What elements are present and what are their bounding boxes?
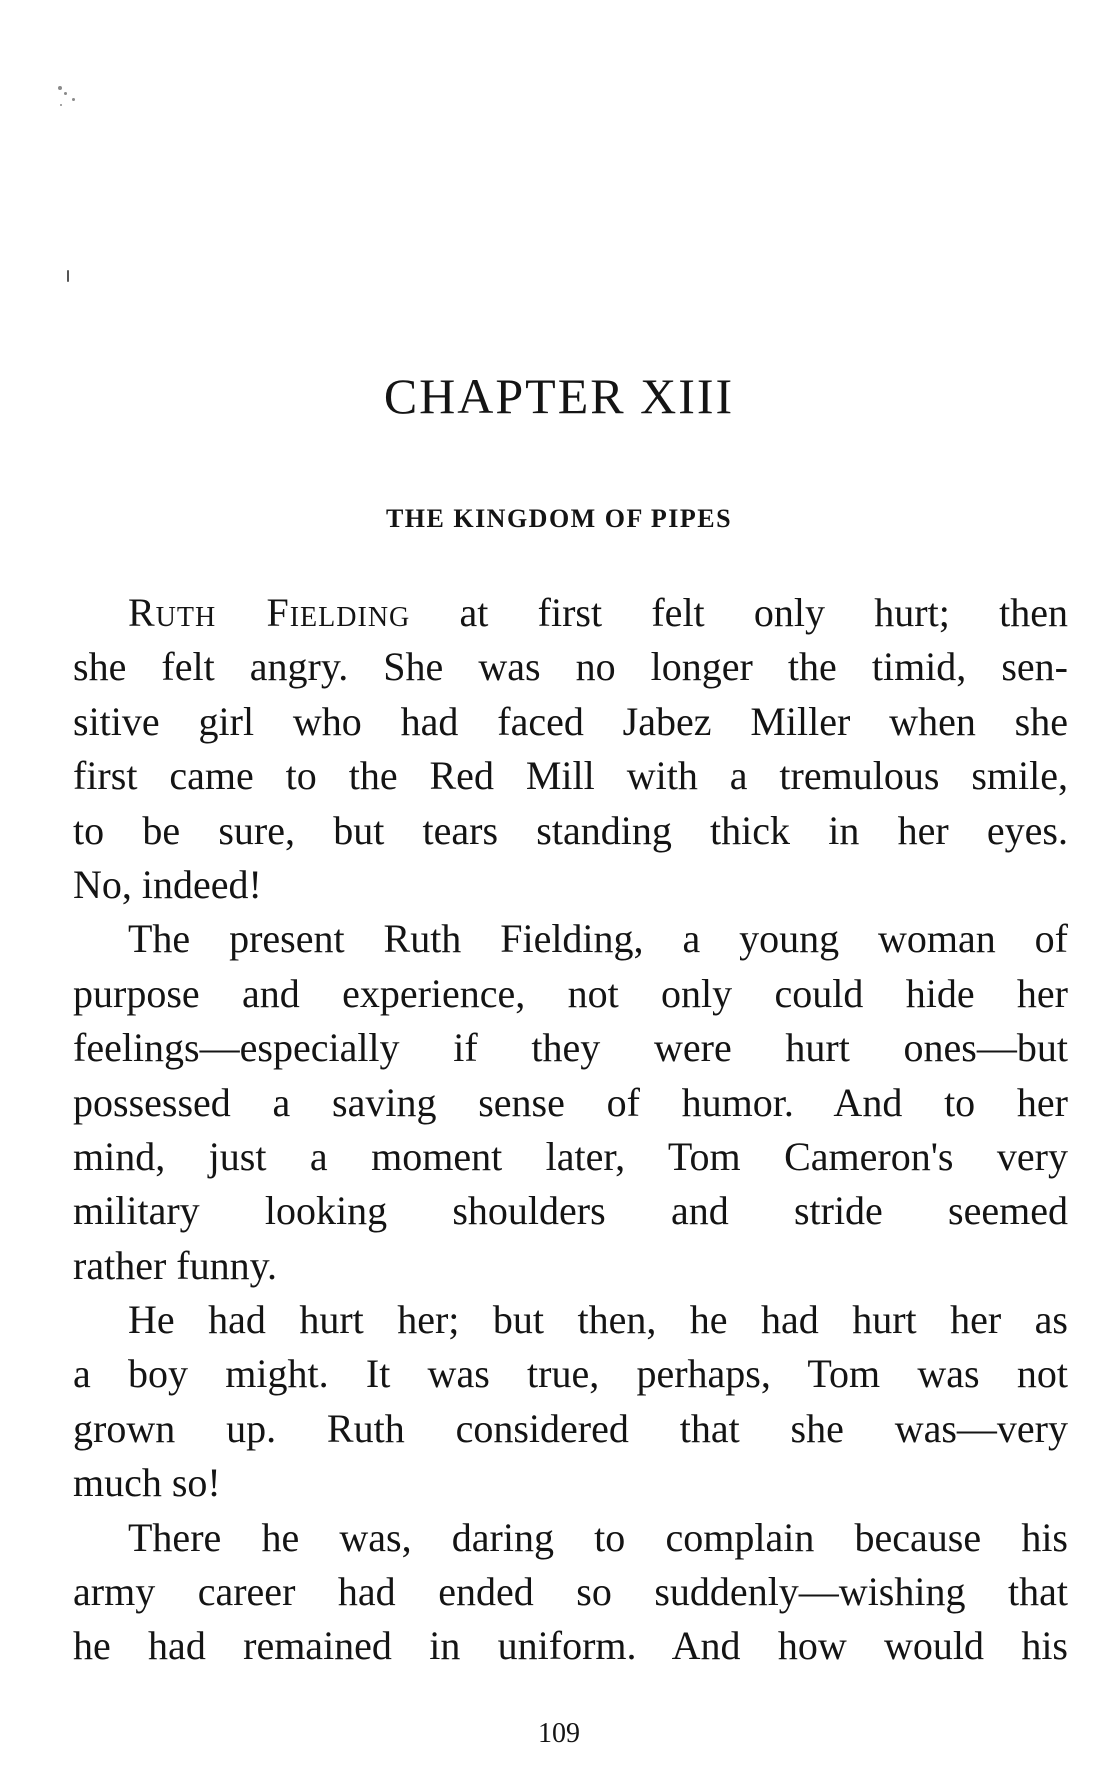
text-line: The present Ruth Fielding, a young woman of [128, 916, 1068, 962]
paragraph [73, 1293, 1068, 1511]
scan-speck [64, 92, 67, 95]
paragraph [73, 912, 1068, 1293]
lead-name: Ruth Fielding [128, 590, 411, 635]
text-line: possessed a saving sense of humor. And to her [73, 1079, 1068, 1125]
text-line: she felt angry. She was no longer the timid, sen- [73, 644, 1068, 690]
text-line: purpose and experience, not only could hide her [73, 970, 1068, 1016]
text-line: he had remained in uniform. And how would his [73, 1623, 1068, 1669]
scan-speck [72, 98, 75, 101]
text-line: No, indeed! [73, 861, 262, 907]
text-line: sitive girl who had faced Jabez Miller when she [73, 698, 1068, 744]
text-line: grown up. Ruth considered that she was—very [73, 1405, 1068, 1451]
text-line: to be sure, but tears standing thick in her eyes. [73, 807, 1068, 853]
chapter-body [73, 586, 1068, 1674]
text-line: rather funny. [73, 1242, 277, 1288]
scan-speck [58, 86, 62, 90]
text-line: much so! [73, 1460, 221, 1506]
text-line: mind, just a moment later, Tom Cameron's very [73, 1133, 1068, 1179]
text-line: army career had ended so suddenly—wishing that [73, 1569, 1068, 1615]
paragraph [73, 1511, 1068, 1674]
chapter-title: THE KINGDOM OF PIPES [385, 504, 733, 533]
text-line: feelings—especially if they were hurt ones—but [73, 1025, 1068, 1071]
text-line: a boy might. It was true, perhaps, Tom was not [73, 1351, 1068, 1397]
text-line: He had hurt her; but then, he had hurt her as [128, 1297, 1068, 1343]
text-line: There he was, daring to complain because his [128, 1514, 1068, 1560]
scan-speck [60, 104, 62, 106]
line-text: at first felt only hurt; then [410, 590, 1068, 635]
paragraph [73, 586, 1068, 912]
text-line: military looking shoulders and stride seemed [73, 1188, 1068, 1234]
chapter-number: CHAPTER XIII [383, 368, 735, 424]
text-line: first came to the Red Mill with a tremulous smile, [73, 753, 1068, 799]
page-number: 109 [538, 1718, 580, 1749]
scan-speck [67, 270, 69, 282]
text-line [73, 586, 1068, 640]
